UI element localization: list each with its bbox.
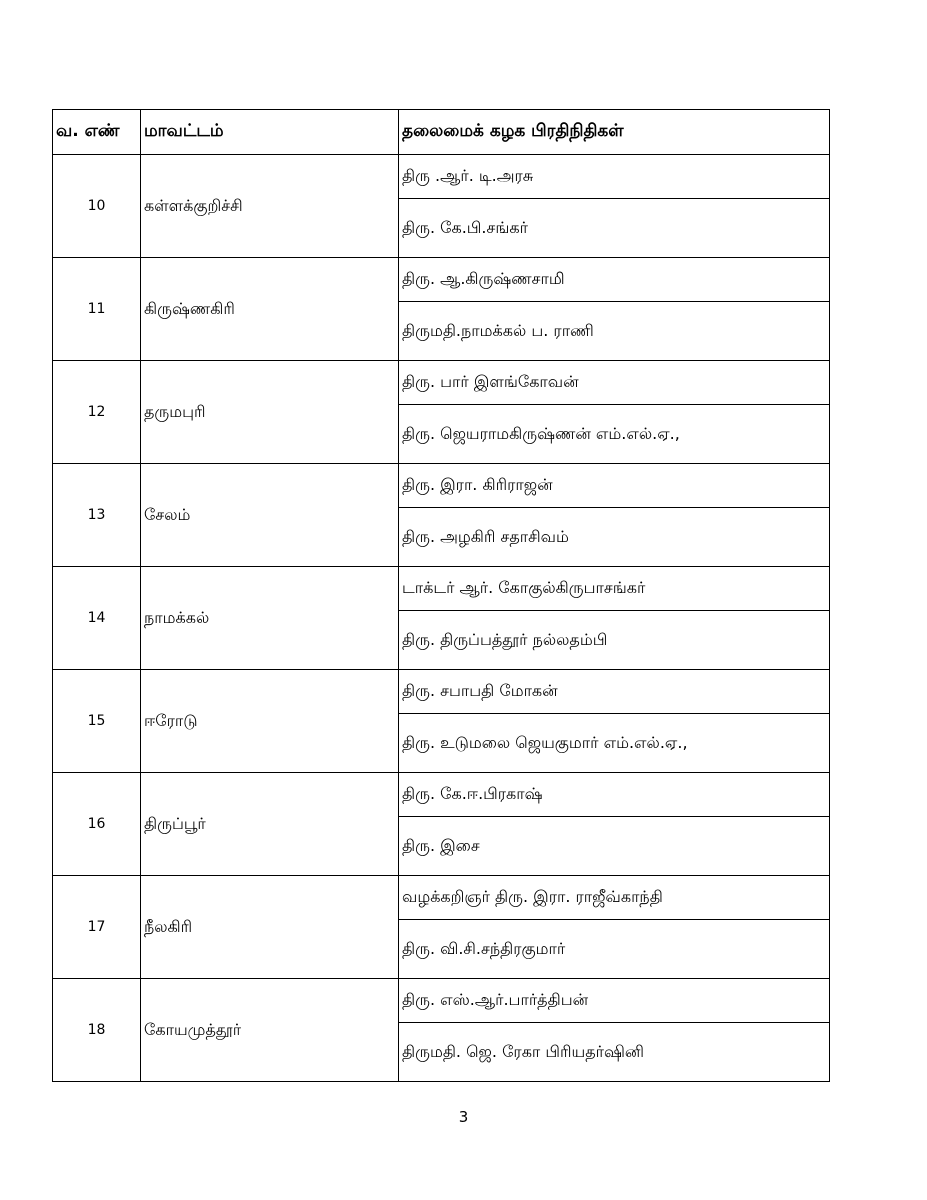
serial-number-cell: 17	[53, 876, 141, 979]
table-body	[53, 155, 830, 1082]
representative-cell: டாக்டர் ஆர். கோகுல்கிருபாசங்கர்	[399, 567, 830, 611]
district-cell: திருப்பூர்	[141, 773, 399, 876]
page-number: 3	[458, 1108, 469, 1126]
table-row	[53, 361, 830, 405]
column-header-district: மாவட்டம்	[141, 110, 399, 155]
serial-number-cell: 13	[53, 464, 141, 567]
representative-cell: திரு. இரா. கிரிராஜன்	[399, 464, 830, 508]
table-header-row	[53, 110, 830, 155]
representative-cell: திரு. உடுமலை ஜெயகுமார் எம்.எல்.ஏ.,	[399, 714, 830, 773]
district-cell: தருமபுரி	[141, 361, 399, 464]
representative-cell: திரு. கே.ஈ.பிரகாஷ்	[399, 773, 830, 817]
table-row	[53, 567, 830, 611]
table-row	[53, 464, 830, 508]
table-row	[53, 979, 830, 1023]
district-cell: கிருஷ்ணகிரி	[141, 258, 399, 361]
serial-number-cell: 11	[53, 258, 141, 361]
representative-cell: திரு. கே.பி.சங்கர்	[399, 199, 830, 258]
serial-number-cell: 12	[53, 361, 141, 464]
district-cell: கள்ளக்குறிச்சி	[141, 155, 399, 258]
representatives-table	[52, 109, 830, 1082]
representative-cell: திரு. அழகிரி சதாசிவம்	[399, 508, 830, 567]
representative-cell: திரு. சபாபதி மோகன்	[399, 670, 830, 714]
table-row	[53, 876, 830, 920]
district-cell: கோயமுத்தூர்	[141, 979, 399, 1082]
representative-cell: திரு. இசை	[399, 817, 830, 876]
serial-number-cell: 15	[53, 670, 141, 773]
table-row	[53, 155, 830, 199]
column-header-representatives: தலைமைக் கழக பிரதிநிதிகள்	[399, 110, 830, 155]
district-cell: நாமக்கல்	[141, 567, 399, 670]
representative-cell: திரு. ஆ.கிருஷ்ணசாமி	[399, 258, 830, 302]
representative-cell: திரு. எஸ்.ஆர்.பார்த்திபன்	[399, 979, 830, 1023]
serial-number-cell: 16	[53, 773, 141, 876]
district-cell: சேலம்	[141, 464, 399, 567]
representative-cell: திருமதி. ஜெ. ரேகா பிரியதர்ஷினி	[399, 1023, 830, 1082]
representative-cell: திரு. வி.சி.சந்திரகுமார்	[399, 920, 830, 979]
representative-cell: திரு. ஜெயராமகிருஷ்ணன் எம்.எல்.ஏ.,	[399, 405, 830, 464]
representative-cell: திரு .ஆர். டி.அரசு	[399, 155, 830, 199]
serial-number-cell: 18	[53, 979, 141, 1082]
table-row	[53, 258, 830, 302]
table-row	[53, 773, 830, 817]
representative-cell: வழக்கறிஞர் திரு. இரா. ராஜீவ்காந்தி	[399, 876, 830, 920]
representative-cell: திரு. பார் இளங்கோவன்	[399, 361, 830, 405]
representative-cell: திரு. திருப்பத்தூர் நல்லதம்பி	[399, 611, 830, 670]
representative-cell: திருமதி.நாமக்கல் ப. ராணி	[399, 302, 830, 361]
serial-number-cell: 14	[53, 567, 141, 670]
column-header-serial: வ. எண்	[53, 110, 141, 155]
table-row	[53, 670, 830, 714]
district-cell: ஈரோடு	[141, 670, 399, 773]
district-cell: நீலகிரி	[141, 876, 399, 979]
serial-number-cell: 10	[53, 155, 141, 258]
